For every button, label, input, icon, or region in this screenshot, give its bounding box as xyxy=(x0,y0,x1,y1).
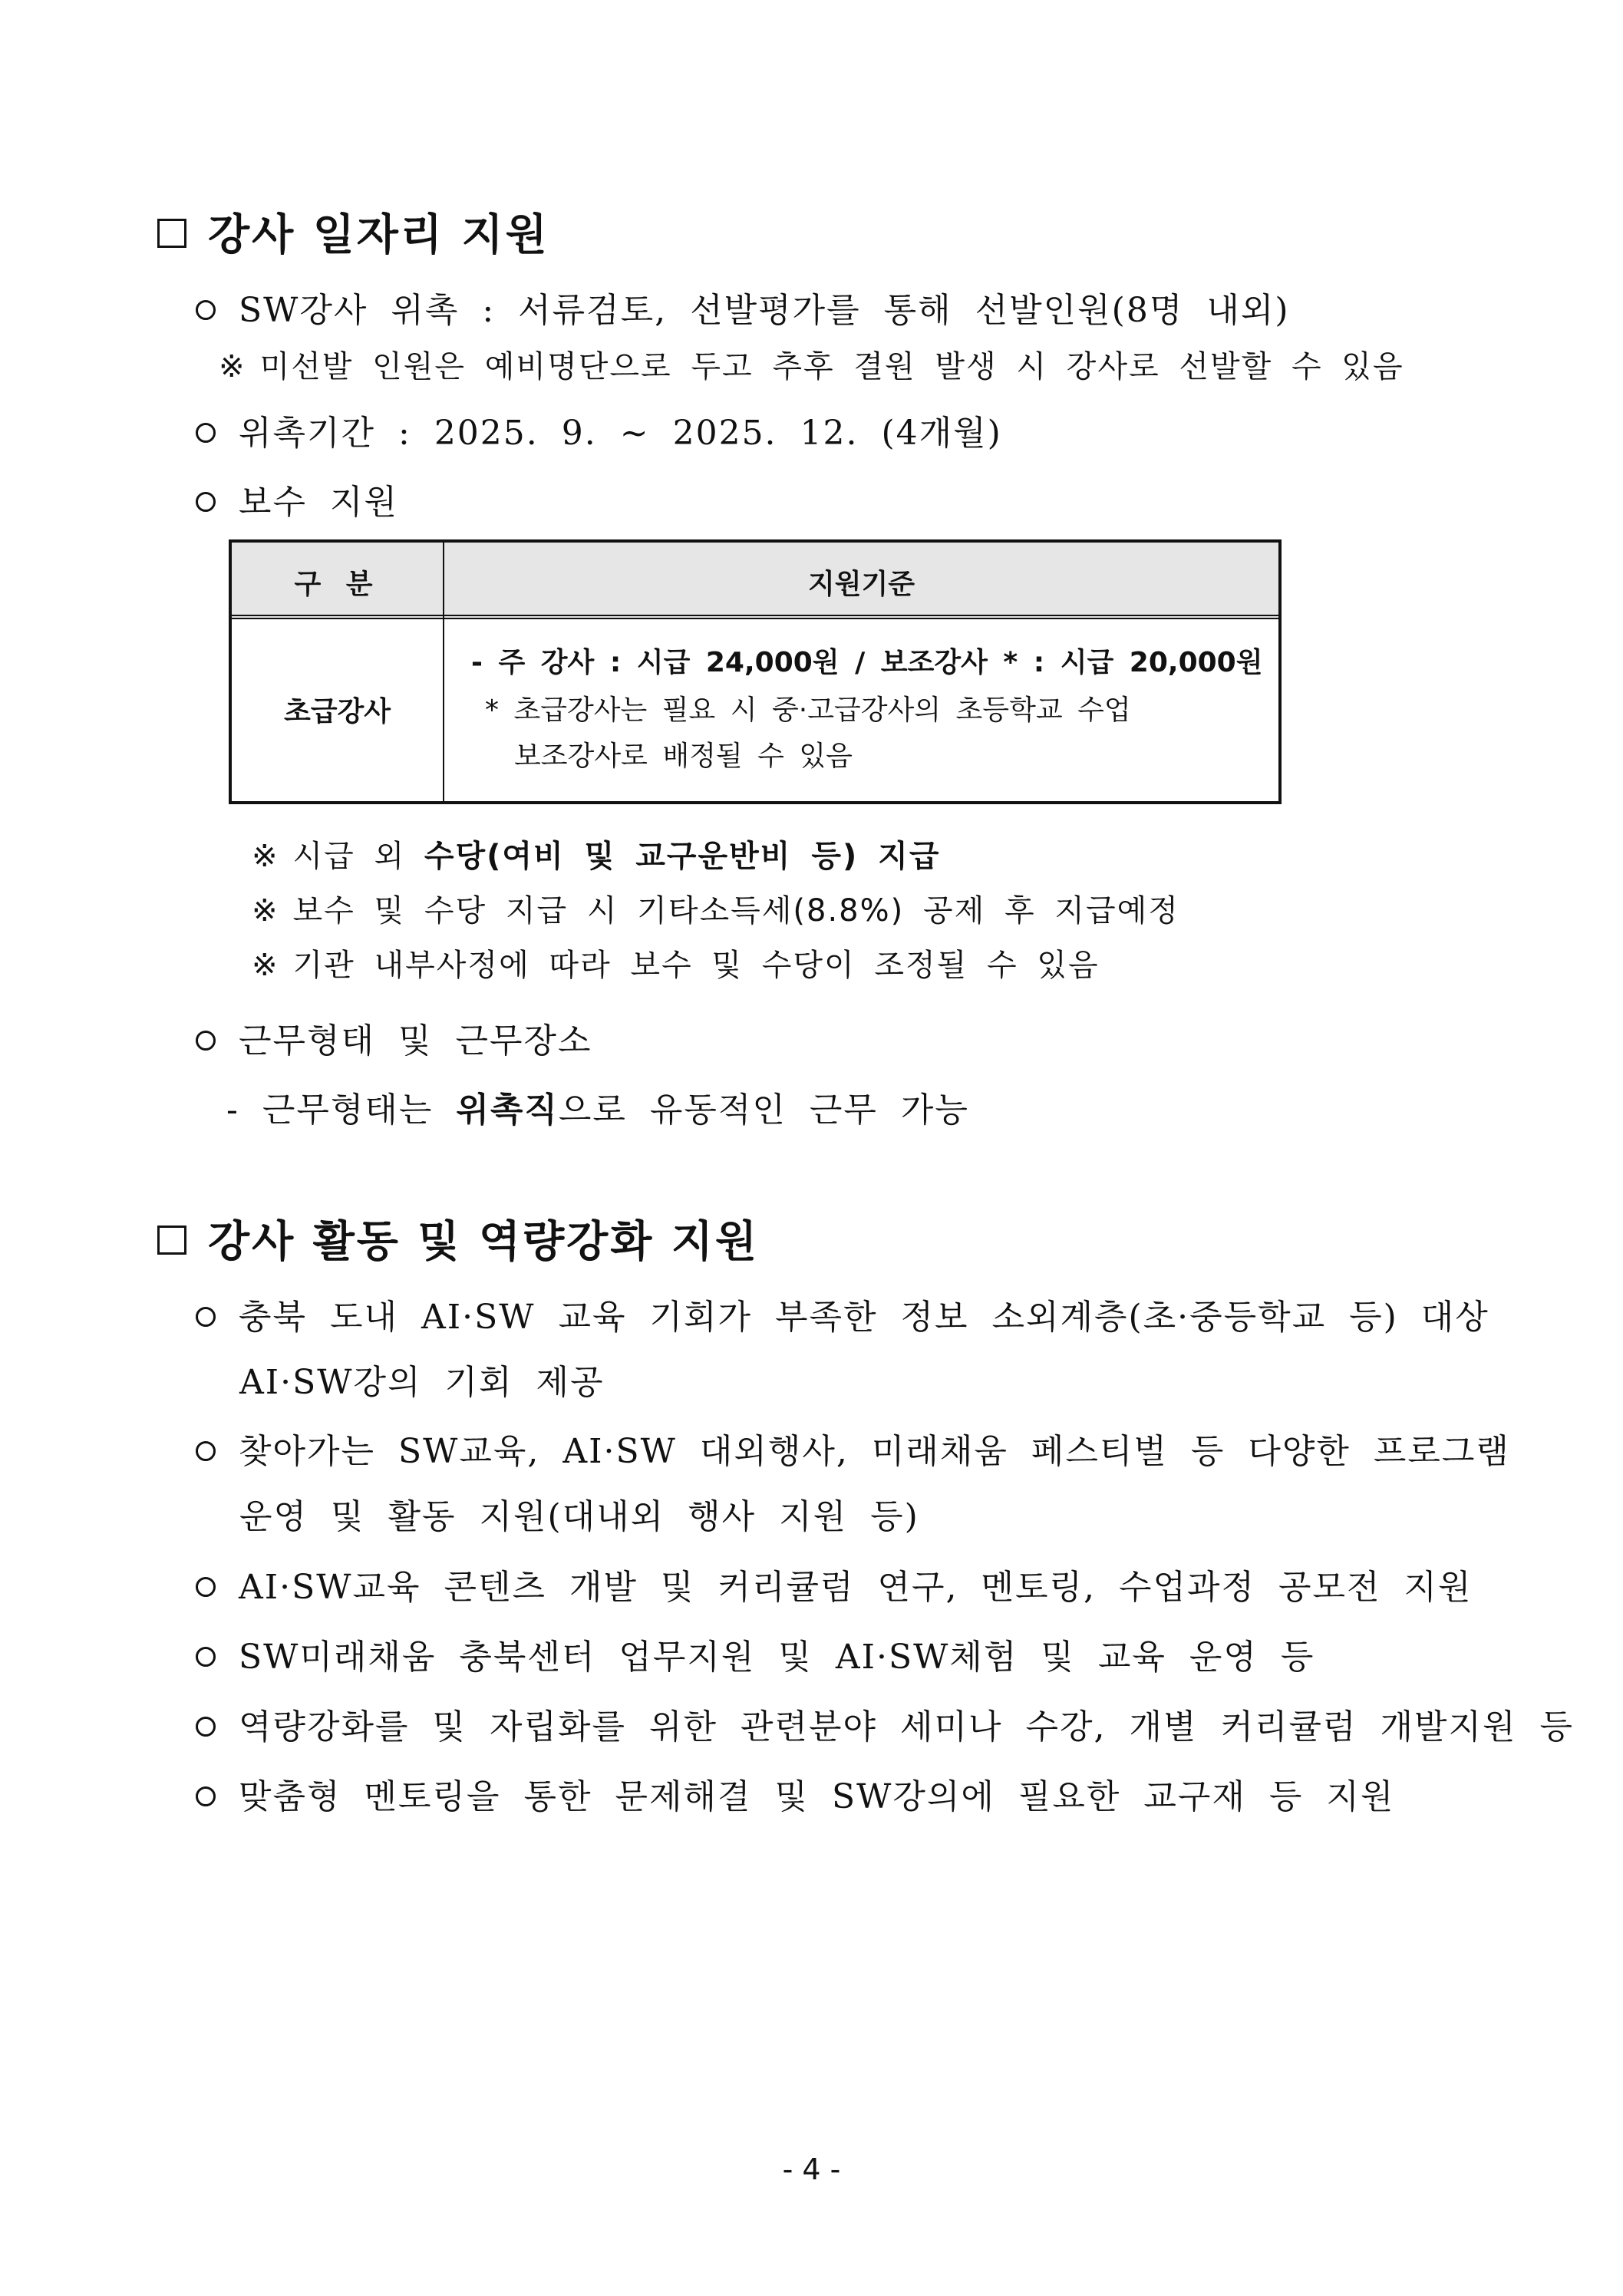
circle-bullet-icon xyxy=(196,1031,216,1051)
list-item-s2-1-cont: AI·SW강의 기회 제공 xyxy=(239,1363,605,1402)
circle-bullet-icon xyxy=(196,1647,216,1667)
circle-bullet-icon xyxy=(196,492,216,512)
list-item-2: 위촉기간 : 2025. 9. ~ 2025. 12. (4개월) xyxy=(196,405,1002,454)
list-item-s2-2-cont: 운영 및 활동 지원(대내외 행사 지원 등) xyxy=(239,1497,919,1536)
checkbox-square-icon xyxy=(157,219,186,248)
circle-bullet-icon xyxy=(196,1577,216,1597)
reference-mark-icon: ※ xyxy=(252,948,279,983)
list-sub-item-4: - 근무형태는 위촉직으로 유동적인 근무 가능 xyxy=(226,1090,969,1130)
reference-mark-icon: ※ xyxy=(252,839,279,874)
circle-bullet-icon xyxy=(196,1307,216,1327)
list-item-s2-3: AI·SW교육 콘텐츠 개발 및 커리큘럼 연구, 멘토링, 수업과정 공모전 지원 xyxy=(196,1559,1472,1608)
circle-bullet-icon xyxy=(196,300,216,320)
list-item-s2-4: SW미래채움 충북센터 업무지원 및 AI·SW체험 및 교육 운영 등 xyxy=(196,1629,1315,1678)
circle-bullet-icon xyxy=(196,423,216,443)
list-item-3: 보수 지원 xyxy=(196,474,398,523)
table-row-label: 초급강사 xyxy=(283,696,391,727)
table-note-3: ※ 기관 내부사정에 따라 보수 및 수당이 조정될 수 있음 xyxy=(252,948,1100,983)
circle-bullet-icon xyxy=(196,1786,216,1806)
reference-mark-icon: ※ xyxy=(219,349,246,384)
reference-note-1: ※ 미선발 인원은 예비명단으로 두고 추후 결원 발생 시 강사로 선발할 수 있음 xyxy=(219,349,1404,384)
table-note-2: ※ 보수 및 수당 지급 시 기타소득세(8.8%) 공제 후 지급예정 xyxy=(252,893,1179,929)
table-row-line-3: 보조강사로 배정될 수 있음 xyxy=(514,741,853,772)
table-row-line-2: * 초급강사는 필요 시 중·고급강사의 초등학교 수업 xyxy=(485,694,1131,726)
table-note-1: ※ 시급 외 수당(여비 및 교구운반비 등) 지급 xyxy=(252,839,941,874)
reference-mark-icon: ※ xyxy=(252,893,279,929)
list-item-s2-1: 충북 도내 AI·SW 교육 기회가 부족한 정보 소외계층(초·중등학교 등) 대상 xyxy=(196,1289,1489,1338)
circle-bullet-icon xyxy=(196,1441,216,1461)
page-number: - 4 - xyxy=(782,2152,841,2186)
list-item-4: 근무형태 및 근무장소 xyxy=(196,1013,592,1062)
circle-bullet-icon xyxy=(196,1717,216,1737)
section-title-2: 강사 활동 및 역량강화 지원 xyxy=(157,1208,759,1269)
table-header-category: 구 분 xyxy=(294,569,381,600)
section-title-1: 강사 일자리 지원 xyxy=(157,201,549,262)
checkbox-square-icon xyxy=(157,1226,186,1255)
pay-table xyxy=(229,539,1282,804)
list-item-s2-5: 역량강화를 및 자립화를 위한 관련분야 세미나 수강, 개별 커리큘럼 개발지원 등 xyxy=(196,1699,1574,1748)
table-row-line-1: - 주 강사 : 시급 24,000원 / 보조강사 * : 시급 20,000원 xyxy=(471,647,1263,678)
list-item-1: SW강사 위촉 : 서류검토, 선발평가를 통해 선발인원(8명 내외) xyxy=(196,282,1290,332)
list-item-s2-6: 맞춤형 멘토링을 통한 문제해결 및 SW강의에 필요한 교구재 등 지원 xyxy=(196,1769,1394,1818)
list-item-s2-2: 찾아가는 SW교육, AI·SW 대외행사, 미래채움 페스티벌 등 다양한 프로그램 xyxy=(196,1423,1510,1473)
table-header-criteria: 지원기준 xyxy=(807,569,915,600)
